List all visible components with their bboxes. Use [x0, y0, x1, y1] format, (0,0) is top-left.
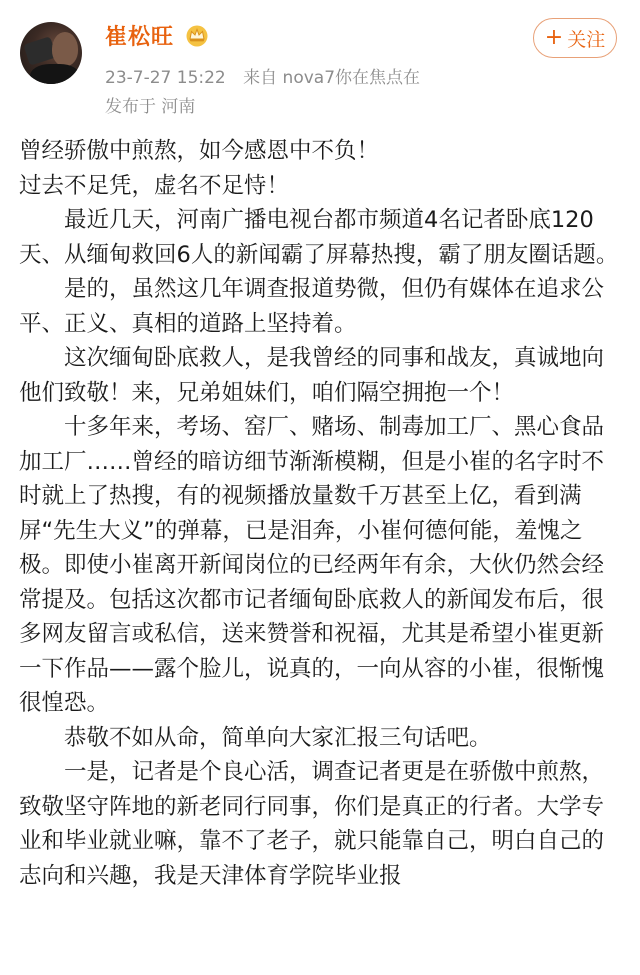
content-line: 过去不足凭，虚名不足恃！	[19, 172, 290, 199]
follow-label: 关注	[567, 28, 606, 51]
content-paragraph: 是的，虽然这几年调查报道势微，但仍有媒体在追求公平、正义、真相的道路上坚持着。	[19, 276, 605, 337]
content-paragraph: 十多年来，考场、窑厂、赌场、制毒加工厂、黑心食品加工厂……曾经的暗访细节渐渐模糊，但是小崔的名字时不时就上了热搜，有的视频播放量数千万甚至上亿，看到满屏“先生大义”的弹幕，已是泪奔，小崔何德何能，羞愧之极。即使小崔离开新闻岗位的已经两年有余，大伙仍然会经常提及。包括这次都市记者缅甸卧底救人的新闻发布后，很多网友留言或私信，送来赞誉和祝福，尤其是希望小崔更新一下作品——露个脸儿，说真的，一向从容的小崔，很惭愧很惶恐。	[19, 414, 605, 716]
content-paragraph: 这次缅甸卧底救人，是我曾经的同事和战友，真诚地向他们致敬！来，兄弟姐妹们，咱们隔空拥抱一个！	[19, 345, 605, 406]
post-header	[0, 0, 640, 120]
content-paragraph: 最近几天，河南广播电视台都市频道4名记者卧底120天、从缅甸救回6人的新闻霸了屏幕热搜，霸了朋友圈话题。	[19, 207, 619, 268]
avatar-face-shape	[52, 32, 78, 66]
content-line: 曾经骄傲中煎熬，如今感恩中不负！	[19, 138, 380, 164]
post-source[interactable]: 来自 nova7你在焦点在	[243, 68, 421, 88]
post-meta	[105, 63, 432, 88]
follow-button[interactable]	[533, 18, 617, 58]
plus-icon: +	[544, 25, 564, 50]
post-date: 23-7-27 15:22	[105, 68, 226, 88]
crown-badge-icon	[184, 23, 210, 47]
post-location: 发布于 河南	[105, 97, 196, 117]
post-content	[19, 134, 619, 893]
content-paragraph: 恭敬不如从命，简单向大家汇报三句话吧。	[64, 724, 492, 751]
content-paragraph: 一是，记者是个良心活，调查记者更是在骄傲中煎熬，致敬坚守阵地的新老同行同事，你们是真正的行者。大学专业和毕业就业嘛，靠不了老子，就只能靠自己，明白自己的志向和兴趣，我是天津体育学院毕业报	[19, 759, 605, 889]
avatar-body-shape	[30, 64, 80, 84]
user-avatar[interactable]	[20, 22, 82, 84]
username[interactable]: 崔松旺	[105, 25, 175, 50]
